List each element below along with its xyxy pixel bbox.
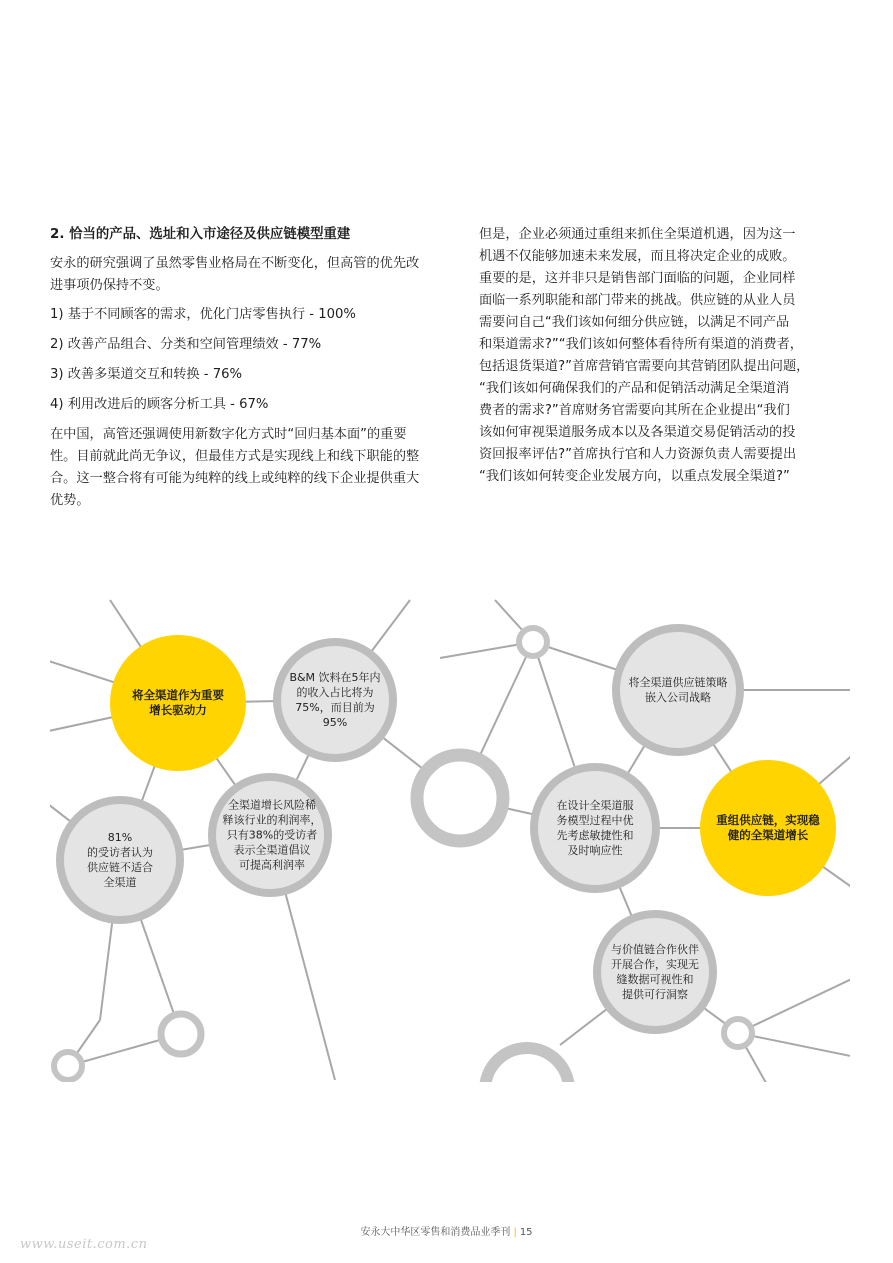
body-line: 面临一系列职能和部门带来的挑战。供应链的从业人员: [479, 293, 796, 308]
label-line: 开展合作，实现无: [611, 958, 699, 971]
body-line: 包括退货渠道?”首席营销官需要向其营销团队提出问题，: [479, 359, 810, 374]
body-line: 费者的需求?”首席财务官需要向其所在企业提出“我们: [479, 403, 790, 418]
priority-item: 4) 利用改进后的顾客分析工具 - 67%: [50, 397, 269, 412]
china-paragraph: 在中国，高管还强调使用新数字化方式时“回归基本面”的重要性。目前就此尚无争议，但最佳方式是实现线上和线下职能的整合。这一整合将有可能为纯粹的线上或纯粹的线下企业提供重大优势。: [50, 427, 420, 508]
priority-item: 3) 改善多渠道交互和转换 - 76%: [50, 367, 243, 382]
label-line: 将全渠道供应链策略: [628, 676, 728, 689]
label-line: 全渠道: [103, 876, 137, 889]
body-line: 但是，企业必须通过重组来抓住全渠道机遇，因为这一: [479, 227, 796, 242]
body-line: 机遇不仅能够加速未来发展，而且将决定企业的成败。: [479, 249, 796, 264]
small-ring: [161, 1014, 201, 1054]
section-heading: 2. 恰当的产品、选址和入市途径及供应链模型重建: [50, 227, 351, 242]
label-line: 缝数据可视性和: [616, 973, 694, 986]
label-bm-drinks: [289, 670, 380, 730]
footer-separator: |: [513, 1227, 517, 1238]
intro-paragraph: 安永的研究强调了虽然零售业格局在不断变化，但高管的优先改进事项仍保持不变。: [50, 256, 420, 293]
label-line: 可提高利润率: [239, 858, 305, 872]
watermark: www.useit.com.cn: [20, 1237, 148, 1252]
body-line: “我们该如何确保我们的产品和促销活动满足全渠道消: [479, 381, 790, 396]
label-line: 的受访者认为: [87, 846, 153, 859]
body-line: 该如何审视渠道服务成本以及各渠道交易促销活动的投: [479, 425, 796, 440]
body-line: 和渠道需求?”“我们该如何整体看待所有渠道的消费者，: [479, 337, 803, 352]
label-growth-risk: [223, 798, 322, 873]
label-restructure: [716, 813, 820, 843]
small-ring: [54, 1052, 82, 1080]
label-line: 供应链不适合: [87, 861, 153, 874]
label-line: 释该行业的利润率，: [222, 813, 322, 827]
label-line: 只有38%的受访者: [226, 828, 318, 842]
page-footer: [0, 1223, 893, 1238]
label-line: 75%，而目前为: [295, 701, 375, 714]
label-line: 嵌入公司战略: [645, 691, 711, 704]
label-line: 95%: [322, 716, 348, 729]
label-line: B&M 饮料在5年内: [289, 671, 381, 684]
label-line: 81%: [107, 831, 133, 844]
label-line: 重组供应链，实现稳: [716, 813, 820, 827]
label-omnichannel-driver: [132, 688, 224, 718]
label-line: 将全渠道作为重要: [132, 688, 224, 702]
label-line: 健的全渠道增长: [727, 828, 809, 842]
label-line: 全渠道增长风险稀: [228, 798, 316, 812]
label-line: 的收入占比将为: [296, 686, 374, 699]
network-diagram: [0, 560, 893, 1100]
label-line: 与价值链合作伙伴: [611, 943, 699, 956]
label-respondents-81: [87, 830, 153, 890]
body-line: 资回报率评估?”首席执行官和人力资源负责人需要提出: [479, 447, 797, 462]
body-line: 需要问自己“我们该如何细分供应链，以满足不同产品: [479, 315, 790, 330]
label-agility: [557, 798, 634, 858]
priority-item: 1) 基于不同顾客的需求，优化门店零售执行 - 100%: [50, 307, 356, 322]
priority-item: 2) 改善产品组合、分类和空间管理绩效 - 77%: [50, 337, 322, 352]
empty-ring: [417, 755, 503, 841]
label-line: 在设计全渠道服: [556, 799, 634, 812]
label-line: 增长驱动力: [149, 703, 207, 717]
page-number: 15: [519, 1227, 533, 1238]
label-partners: [611, 942, 699, 1002]
left-column: [50, 224, 420, 519]
empty-ring: [485, 1048, 569, 1100]
body-line: “我们该如何转变企业发展方向，以重点发展全渠道?”: [479, 469, 790, 484]
small-ring: [519, 628, 547, 656]
right-column: [479, 224, 859, 488]
label-line: 提供可行洞察: [622, 988, 688, 1001]
label-line: 先考虑敏捷性和: [556, 829, 634, 842]
label-embed-strategy: [629, 675, 728, 705]
label-line: 务模型过程中优: [556, 814, 634, 827]
label-line: 及时响应性: [567, 844, 623, 857]
publication-title: 安永大中华区零售和消费品业季刊: [360, 1227, 511, 1238]
label-line: 表示全渠道倡议: [233, 843, 311, 857]
body-line: 重要的是，这并非只是销售部门面临的问题，企业同样: [479, 271, 796, 286]
small-ring: [724, 1019, 752, 1047]
